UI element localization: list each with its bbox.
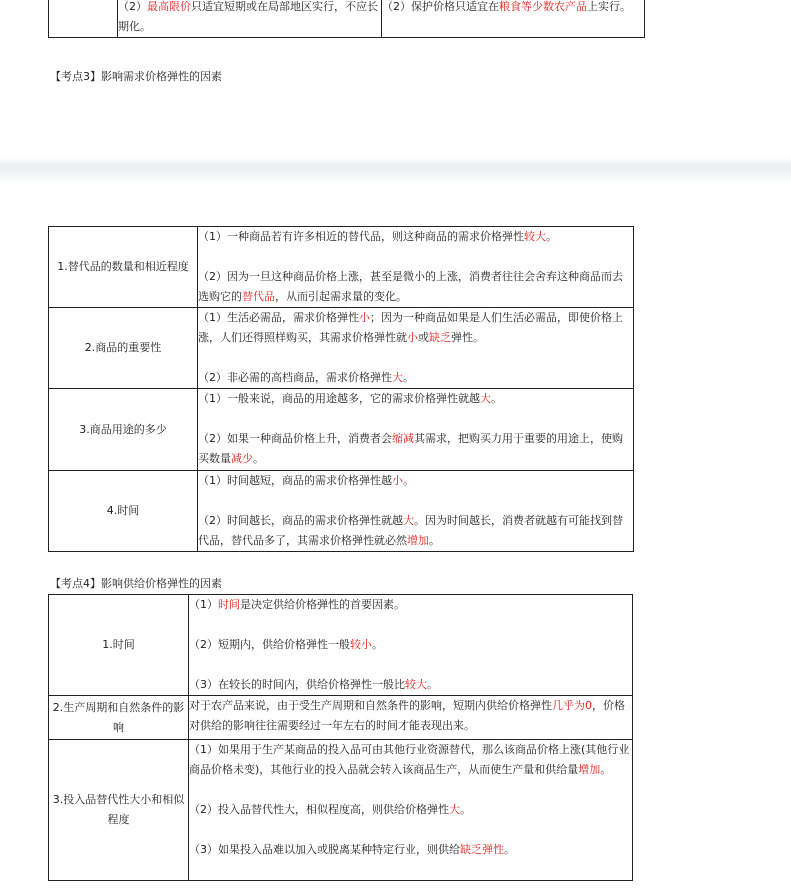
highlight-text: 大 [392,371,403,384]
body-text: 。 [403,474,414,487]
page-break [0,158,791,182]
highlight-text: 粮食等少数农产品 [499,0,587,13]
description-paragraph [189,740,632,780]
factor-label: 1.时间 [49,595,189,696]
description-paragraph [189,635,632,655]
description-paragraph [198,368,633,388]
highlight-text: 大 [449,803,460,816]
highlight-text: 增加 [578,763,601,776]
table-row [49,308,634,389]
highlight-text: 时间 [218,598,240,611]
factor-label: 3.商品用途的多少 [49,389,198,471]
highlight-text: 小 [359,311,370,324]
description-paragraph [198,511,633,551]
description-paragraph [189,696,632,736]
table-row [49,227,634,308]
factor-label: 2.生产周期和自然条件的影响 [49,696,189,740]
body-text: 。因为时间越长，消费者就越有可能找到替代品，替代品多了，其需求价格弹性就必然 [198,514,623,547]
highlight-text: 大 [480,392,491,405]
factor-label: 2.商品的重要性 [49,308,198,389]
body-text: 上实行。 [587,0,631,13]
highlight-text: 缺乏 [429,331,451,344]
highlight-text: 小 [407,331,418,344]
body-text: 。 [546,230,557,243]
table-row [49,595,633,696]
body-text: 其需求，把购买力用于重要的用途上，使购买数量 [198,432,623,465]
factor-description [189,740,633,881]
highlight-text: 最高限价 [147,0,191,13]
body-text: （2） [118,0,147,13]
description-paragraph [189,595,632,615]
body-text: （3）如果投入品难以加入或脱离某种特定行业，则供给 [189,843,460,856]
description-paragraph [189,800,632,820]
body-text: 。 [504,843,515,856]
table-row [49,740,633,881]
factor-label: 1.替代品的数量和相近程度 [49,227,198,308]
description-paragraph [198,429,633,469]
factor-label: 3.投入品替代性大小和相似程度 [49,740,189,881]
body-text: （2）短期内，供给价格弹性一般 [189,638,350,651]
highlight-text: 替代品 [242,290,275,303]
body-text: 。 [491,392,502,405]
body-text: （1）如果用于生产某商品的投入品可由其他行业资源替代，那么该商品价格上涨(其他行业商品价格未变)，其他行业的投入品就会转入该商品生产，从而使生产量和供给量 [189,743,630,776]
body-text: 。 [253,452,264,465]
body-text: 。 [600,763,612,776]
body-text: 。 [372,638,383,651]
description-paragraph [198,389,633,409]
highlight-text: 几乎为0 [552,699,592,712]
body-text: （2）保护价格只适宜在 [382,0,499,13]
body-text: 。 [429,534,440,547]
supply-elasticity-table [48,594,633,881]
body-text: 。 [427,678,438,691]
description-paragraph [198,308,633,348]
body-text: 是决定供给价格弹性的首要因素。 [240,598,405,611]
body-text: ，价格对供给的影响往往需要经过一年左右的时间才能表现出来。 [189,699,625,732]
body-text: ；因为一种商品如果是人们生活必需品，即使价格上涨，人们还得照样购买，其需求价格弹性就 [198,311,623,344]
highlight-text: 增加 [407,534,429,547]
highlight-text: 大 [403,514,414,527]
factor-description [189,696,633,740]
highlight-text: 小 [392,474,403,487]
body-text: （1）时间越短，商品的需求价格弹性越 [198,474,392,487]
body-text: （2）时间越长，商品的需求价格弹性就越 [198,514,403,527]
factor-description [198,308,634,389]
body-text: （1）一般来说，商品的用途越多，它的需求价格弹性就越 [198,392,480,405]
description-paragraph [198,227,633,247]
body-text: （2）因为一旦这种商品价格上涨，甚至是微小的上涨，消费者往往会舍弃这种商品而去选购它的 [198,270,623,303]
body-text: （3）在较长的时间内，供给价格弹性一般比 [189,678,405,691]
body-text: 只适宜短期或在局部地区实行，不应长期化。 [118,0,378,33]
body-text: （2）投入品替代性大，相似程度高，则供给价格弹性 [189,803,449,816]
description-paragraph [189,840,632,860]
empty-cell [49,0,118,38]
demand-elasticity-table [48,226,634,552]
factor-description [198,227,634,308]
body-text: 。 [460,803,471,816]
description-paragraph [189,675,632,695]
factor-label: 4.时间 [49,471,198,552]
body-text: （1）一种商品若有许多相近的替代品，则这种商品的需求价格弹性 [198,230,524,243]
heading-supply-elasticity: 【考点4】影响供给价格弹性的因素 [50,577,222,590]
factor-description [198,389,634,471]
table-row [49,389,634,471]
support-price-note [382,0,645,38]
highlight-text: 较大 [405,678,427,691]
table-row [49,696,633,740]
body-text: 弹性。 [451,331,484,344]
price-control-table [48,0,645,38]
highlight-text: 较小 [350,638,372,651]
highlight-text: 缺乏弹性 [460,843,504,856]
factor-description [198,471,634,552]
body-text: （1） [189,598,218,611]
heading-demand-elasticity: 【考点3】影响需求价格弹性的因素 [50,70,222,83]
table-row [49,471,634,552]
highlight-text: 减少 [231,452,253,465]
body-text: （1）生活必需品，需求价格弹性 [198,311,359,324]
highlight-text: 缩减 [392,432,414,445]
highlight-text: 较大 [524,230,546,243]
description-paragraph [198,267,633,307]
body-text: 。 [403,371,414,384]
body-text: 或 [418,331,429,344]
factor-description [189,595,633,696]
body-text: （2）如果一种商品价格上升，消费者会 [198,432,392,445]
body-text: 对于农产品来说，由于受生产周期和自然条件的影响，短期内供给价格弹性 [189,699,552,712]
ceiling-price-note [118,0,382,38]
body-text: ，从而引起需求量的变化。 [275,290,407,303]
body-text: （2）非必需的高档商品，需求价格弹性 [198,371,392,384]
description-paragraph [198,471,633,491]
